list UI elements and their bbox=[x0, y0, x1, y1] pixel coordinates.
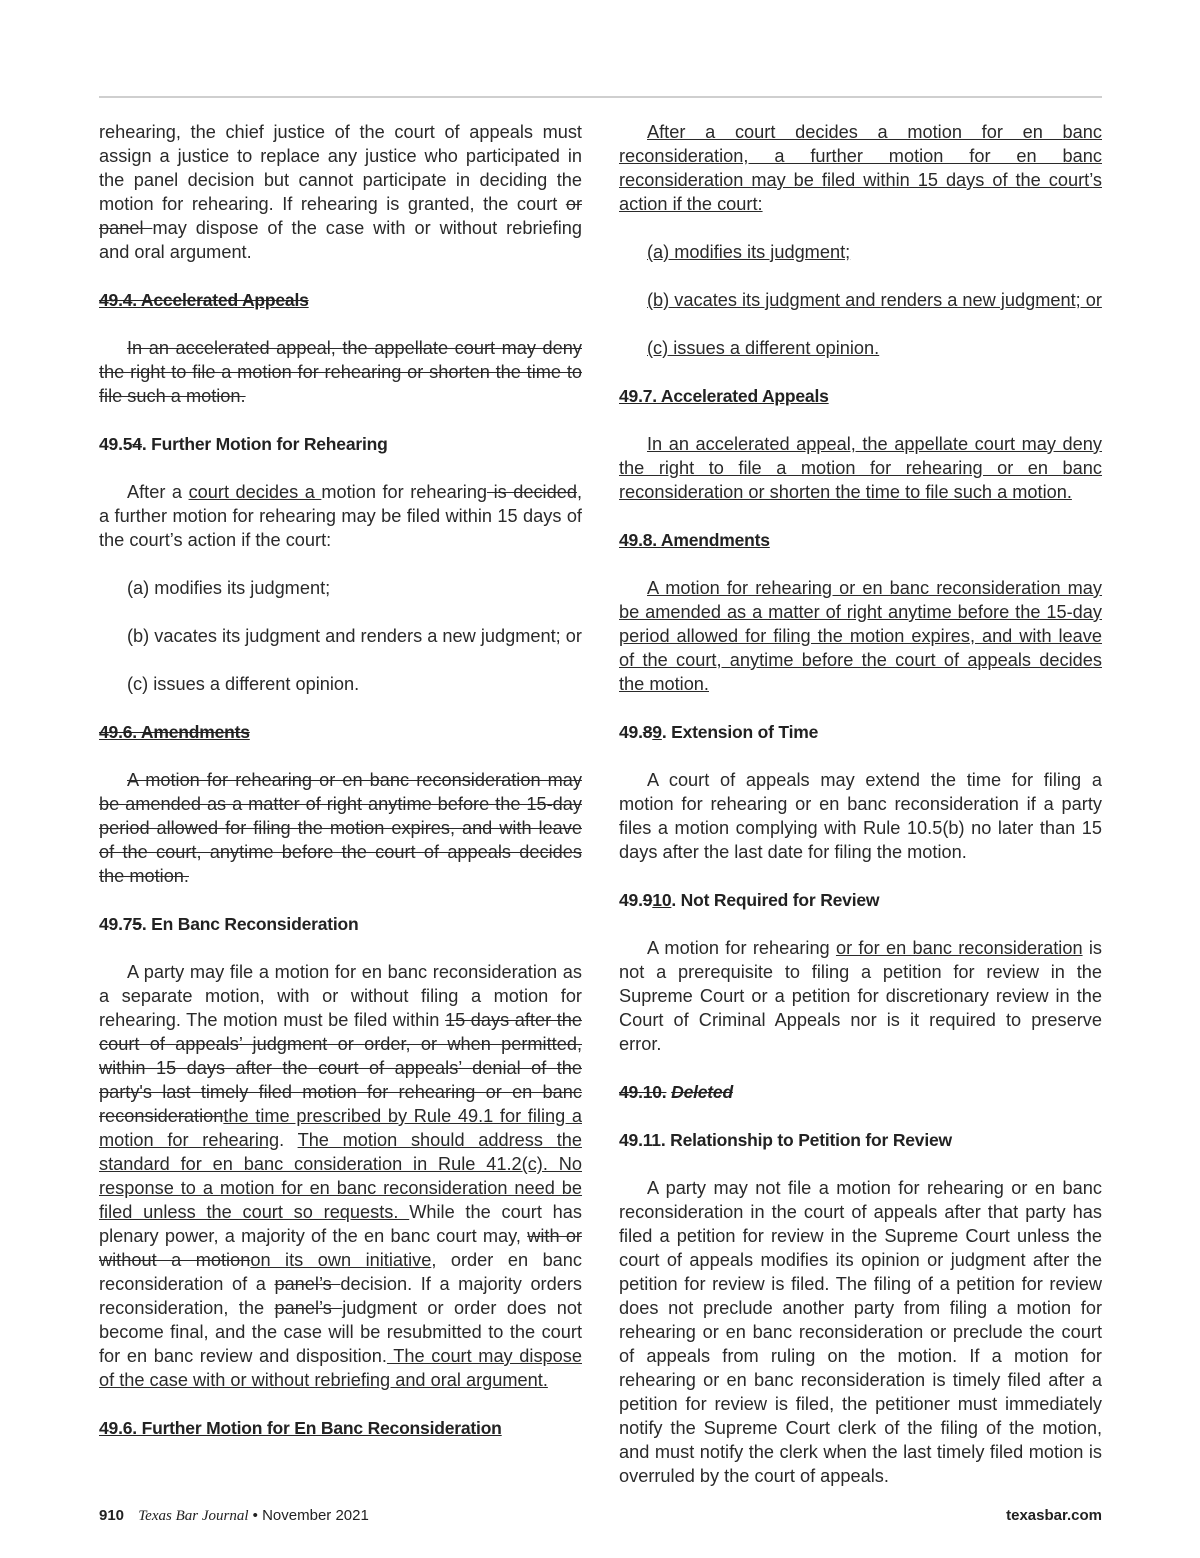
header-rule bbox=[99, 96, 1102, 98]
paragraph-49-10: A motion for rehearing or for en banc reconsideration is not a prerequisite to filing a petition for review in the Supreme Court or a petition for discretionary review in the Court of Criminal Appeals nor is it required to preserve error. bbox=[619, 938, 1103, 1054]
heading-49-10: 49.910. Not Required for Review bbox=[619, 890, 880, 910]
heading-49-10-deleted: 49.10. Deleted bbox=[619, 1082, 733, 1102]
list-item-c-new: (c) issues a different opinion. bbox=[647, 338, 880, 358]
paragraph-49-5: After a court decides a motion for rehearing is decided, a further motion for rehearing may be filed within 15 days of the court’s action if the court: bbox=[99, 482, 583, 550]
paragraph-49-8-new: A motion for rehearing or en banc reconsideration may be amended as a matter of right anytime before the 15-day period allowed for filing the motion expires, and with leave of the court, anytime before the court of appeals decides the motion. bbox=[619, 578, 1102, 694]
footer-bullet: • bbox=[252, 1507, 258, 1524]
heading-49-4-deleted: 49.4. Accelerated Appeals bbox=[99, 290, 309, 310]
heading-49-8-new: 49.8. Amendments bbox=[619, 530, 770, 550]
issue-date: November 2021 bbox=[262, 1507, 369, 1524]
paragraph-rehearing-continued: rehearing, the chief justice of the court of appeals must assign a justice to replace any justice who participated in the panel decision but cannot participate in deciding the motion for rehearing. If rehearing is granted, the court or panel may dispose of the case with or without rebriefing and oral argument. bbox=[99, 122, 582, 262]
list-item-c: (c) issues a different opinion. bbox=[127, 674, 360, 694]
paragraph-49-4-deleted: In an accelerated appeal, the appellate court may deny the right to file a motion for rehearing or shorten the time to file such a motion. bbox=[99, 338, 582, 406]
paragraph-49-7-new: In an accelerated appeal, the appellate court may deny the right to file a motion for rehearing or en banc reconsideration or shorten the time to file such a motion. bbox=[619, 434, 1102, 502]
journal-name: Texas Bar Journal bbox=[138, 1508, 249, 1524]
heading-49-7: 49.75. En Banc Reconsideration bbox=[99, 914, 359, 934]
heading-49-7-new: 49.7. Accelerated Appeals bbox=[619, 386, 829, 406]
paragraph-49-11: A party may not file a motion for rehearing or en banc reconsideration in the court of appeals after that party has filed a petition for review in the Supreme Court unless the court of appeals modifies its opinion or judgment after the petition for review is filed. The filing of a petition for review does not preclude another party from filing a motion for rehearing or en banc reconsideration or preclude the court of appeals from ruling on the motion. If a motion for rehearing or en banc reconsideration is timely filed after a petition for review is filed, the petitioner must immediately notify the Supreme Court clerk of the filing of the motion, and must notify the clerk when the last timely filed motion is overruled by the court of appeals. bbox=[619, 1178, 1102, 1486]
heading-49-6-new: 49.6. Further Motion for En Banc Reconsideration bbox=[99, 1418, 502, 1438]
list-item-a: (a) modifies its judgment; bbox=[127, 578, 331, 598]
paragraph-49-7: A party may file a motion for en banc reconsideration as a separate motion, with or without filing a motion for rehearing. The motion must be filed within 15 days after the court of appeals’ judgment or order, or when permitted, within 15 days after the court of appeals’ denial of the party's last timely filed motion for rehearing or en banc reconsiderationthe time prescribed by Rule 49.1 for filing a motion for rehearing. The motion should address the standard for en banc consideration in Rule 41.2(c). No response to a motion for en banc reconsideration need be filed unless the court so requests. While the court has plenary power, a majority of the en banc court may, with or without a motionon its own initiative, order en banc reconsideration of a panel’s decision. If a majority orders reconsideration, the panel’s judgment or order does not become final, and the case will be resubmitted to the court for en banc review and disposition. The court may dispose of the case with or without rebriefing and oral argument. bbox=[99, 962, 583, 1390]
page-footer bbox=[99, 1504, 1102, 1528]
paragraph-49-9: A court of appeals may extend the time for filing a motion for rehearing or en banc reconsideration if a party files a motion complying with Rule 10.5(b) no later than 15 days after the last date for filing the motion. bbox=[619, 770, 1102, 862]
heading-49-6-deleted: 49.6. Amendments bbox=[99, 722, 250, 742]
site-link[interactable]: texasbar.com bbox=[1006, 1507, 1102, 1524]
paragraph-49-6-deleted: A motion for rehearing or en banc reconsideration may be amended as a matter of right anytime before the 15-day period allowed for filing the motion expires, and with leave of the court, anytime before the court of appeals decides the motion. bbox=[99, 770, 582, 886]
heading-49-5: 49.54. Further Motion for Rehearing bbox=[99, 434, 388, 454]
heading-49-11: 49.11. Relationship to Petition for Review bbox=[619, 1130, 952, 1150]
list-item-b-new: (b) vacates its judgment and renders a new judgment; or bbox=[647, 290, 1102, 310]
heading-49-9: 49.89. Extension of Time bbox=[619, 722, 819, 742]
right-column bbox=[619, 120, 1102, 1488]
page-number: 910 bbox=[99, 1507, 125, 1524]
left-column bbox=[99, 120, 582, 1440]
list-item-b: (b) vacates its judgment and renders a new judgment; or bbox=[127, 626, 582, 646]
list-item-a-new: (a) modifies its judgment; bbox=[647, 242, 851, 262]
paragraph-49-6-new: After a court decides a motion for en banc reconsideration, a further motion for en banc reconsideration may be filed within 15 days of the court’s action if the court: bbox=[619, 122, 1102, 214]
